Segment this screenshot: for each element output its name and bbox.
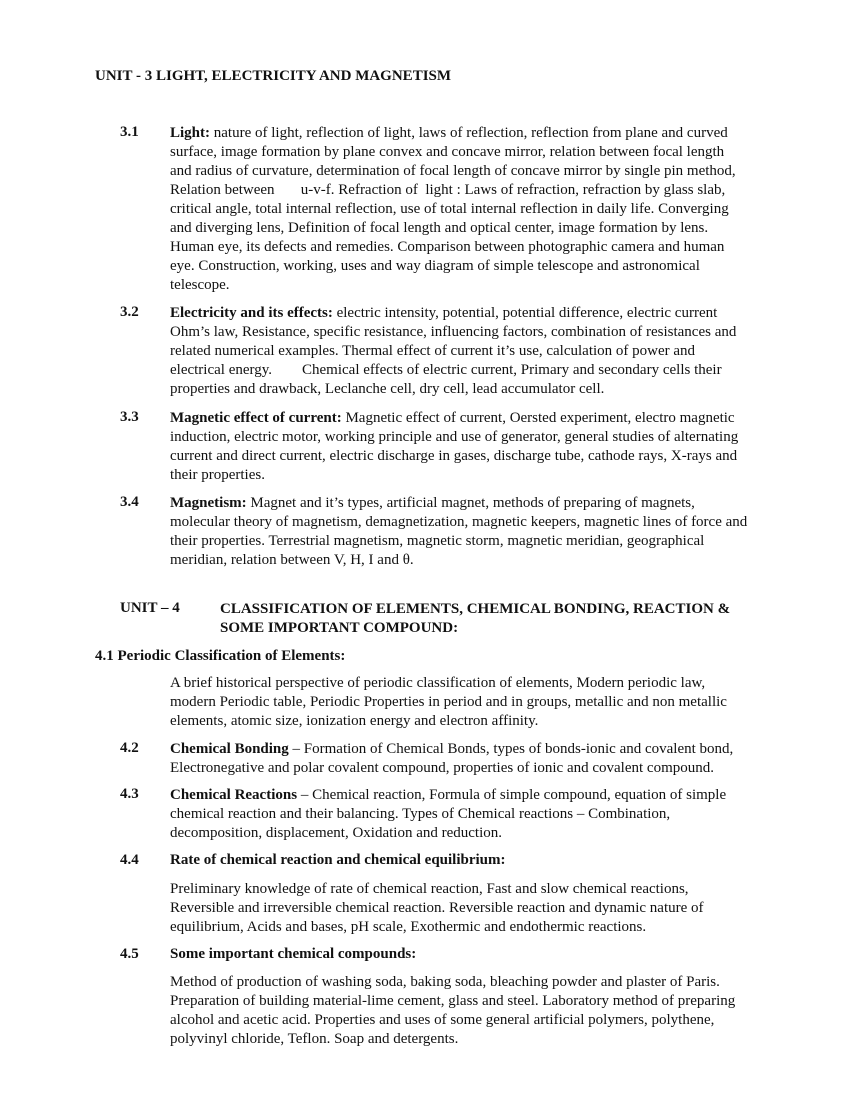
section-3-4-text <box>170 494 747 570</box>
unit4-title-line: CLASSIFICATION OF ELEMENTS, CHEMICAL BONDING, REACTION & <box>220 601 731 617</box>
body-line: electrical energy. Chemical effects of electric current, Primary and secondary cells their <box>170 362 722 378</box>
body-line: decomposition, displacement, Oxidation and reduction. <box>170 825 503 841</box>
section-number-4-5: 4.5 <box>120 946 139 962</box>
section-3-3-heading: Magnetic effect of current: <box>170 410 342 426</box>
section-4-2-text <box>170 740 733 778</box>
section-4-3-heading: Chemical Reactions <box>170 787 298 803</box>
body-line: related numerical examples. Thermal effect of current it’s use, calculation of power and <box>170 343 696 359</box>
section-number-4-2: 4.2 <box>120 740 139 756</box>
body-line: elements, atomic size, ionization energy and electron affinity. <box>170 713 539 729</box>
body-line: Preliminary knowledge of rate of chemical reaction, Fast and slow chemical reactions, <box>170 881 689 897</box>
body-line: Preparation of building material-lime cement, glass and steel. Laboratory method of preparing <box>170 993 736 1009</box>
body-line: alcohol and acetic acid. Properties and uses of some general artificial polymers, polythene, <box>170 1012 715 1028</box>
section-4-3-first-line: Chemical Reactions – Chemical reaction, Formula of simple compound, equation of simple <box>170 787 727 803</box>
body-line: chemical reaction and their balancing. Types of Chemical reactions – Combination, <box>170 806 671 822</box>
body-line: induction, electric motor, working principle and use of generator, general studies of alternating <box>170 429 739 445</box>
section-4-4-text <box>170 880 704 937</box>
body-line: their properties. <box>170 467 265 483</box>
section-4-3-text <box>170 786 726 843</box>
body-line: Electronegative and polar covalent compound, properties of ionic and covalent compound. <box>170 760 714 776</box>
unit3-title: UNIT - 3 LIGHT, ELECTRICITY AND MAGNETISM <box>95 68 452 84</box>
body-line: molecular theory of magnetism, demagnetization, magnetic keepers, magnetic lines of force and <box>170 514 748 530</box>
section-3-1-heading: Light: <box>170 125 211 141</box>
section-3-3-text <box>170 409 738 485</box>
body-line: meridian, relation between V, H, I and θ. <box>170 552 414 568</box>
section-3-2-heading: Electricity and its effects: <box>170 305 333 321</box>
section-number-3-3: 3.3 <box>120 409 139 425</box>
body-line: Human eye, its defects and remedies. Comparison between photographic camera and human <box>170 239 725 255</box>
section-3-3-first-line: Magnetic effect of current: Magnetic effect of current, Oersted experiment, electro magnetic <box>170 410 735 426</box>
body-line: Method of production of washing soda, baking soda, bleaching powder and plaster of Paris. <box>170 974 720 990</box>
section-4-1-heading: 4.1 Periodic Classification of Elements: <box>95 648 346 664</box>
unit4-title-line: SOME IMPORTANT COMPOUND: <box>220 620 459 636</box>
body-line: and radius of curvature, determination of focal length of concave mirror by single pin method, <box>170 163 736 179</box>
body-line: A brief historical perspective of periodic classification of elements, Modern periodic law, <box>170 675 706 691</box>
body-line: telescope. <box>170 277 230 293</box>
body-line: Relation between u-v-f. Refraction of light : Laws of refraction, refraction by glass slab, <box>170 182 726 198</box>
unit4-number: UNIT – 4 <box>120 600 180 616</box>
section-4-2-first-line: Chemical Bonding – Formation of Chemical Bonds, types of bonds-ionic and covalent bond, <box>170 741 734 757</box>
section-3-2-text <box>170 304 736 399</box>
section-3-1-first-line: Light: nature of light, reflection of light, laws of reflection, reflection from plane and curved <box>170 125 728 141</box>
section-3-4-heading: Magnetism: <box>170 495 247 511</box>
body-line: equilibrium, Acids and bases, pH scale, Exothermic and endothermic reactions. <box>170 919 647 935</box>
section-number-4-3: 4.3 <box>120 786 139 802</box>
section-4-4-heading: Rate of chemical reaction and chemical equilibrium: <box>170 852 506 868</box>
section-4-5-heading: Some important chemical compounds: <box>170 946 417 962</box>
body-line: surface, image formation by plane convex and concave mirror, relation between focal length <box>170 144 725 160</box>
body-line: polyvinyl chloride, Teflon. Soap and detergents. <box>170 1031 459 1047</box>
body-line: Ohm’s law, Resistance, specific resistance, influencing factors, combination of resistances and <box>170 324 737 340</box>
section-number-4-4: 4.4 <box>120 852 139 868</box>
body-line: properties and drawback, Leclanche cell, dry cell, lead accumulator cell. <box>170 381 605 397</box>
body-line: Reversible and irreversible chemical reaction. Reversible reaction and dynamic nature of <box>170 900 704 916</box>
section-3-1-text <box>170 124 736 295</box>
section-4-1-text <box>170 674 727 731</box>
section-number-3-4: 3.4 <box>120 494 139 510</box>
section-number-3-1: 3.1 <box>120 124 139 140</box>
section-3-4-first-line: Magnetism: Magnet and it’s types, artificial magnet, methods of preparing of magnets, <box>170 495 695 511</box>
body-line: modern Periodic table, Periodic Properties in period and in groups, metallic and non metallic <box>170 694 727 710</box>
section-3-2-first-line: Electricity and its effects: electric intensity, potential, potential difference, electric current <box>170 305 718 321</box>
body-line: their properties. Terrestrial magnetism, magnetic storm, magnetic meridian, geographical <box>170 533 705 549</box>
section-4-5-text <box>170 973 735 1049</box>
body-line: eye. Construction, working, uses and way diagram of simple telescope and astronomical <box>170 258 700 274</box>
unit4-title <box>220 600 730 638</box>
section-number-3-2: 3.2 <box>120 304 139 320</box>
section-4-2-heading: Chemical Bonding <box>170 741 289 757</box>
body-line: critical angle, total internal reflection, use of total internal reflection in daily life. Converging <box>170 201 729 217</box>
body-line: current and direct current, electric discharge in gases, discharge tube, cathode rays, X-rays and <box>170 448 738 464</box>
body-line: and diverging lens, Definition of focal length and optical center, image formation by lens. <box>170 220 709 236</box>
